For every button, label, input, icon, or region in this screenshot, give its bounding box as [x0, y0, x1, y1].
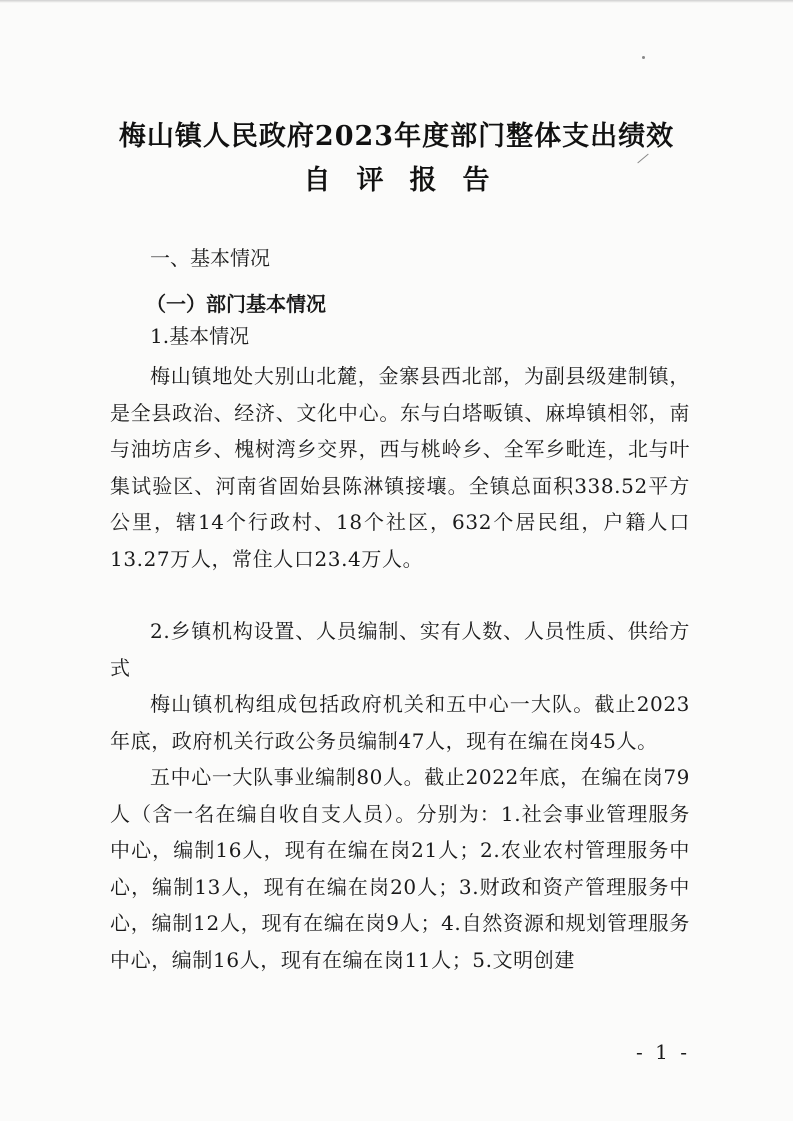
page-number: - 1 -	[636, 1040, 690, 1064]
scan-edge	[0, 0, 793, 3]
scan-speck	[642, 56, 645, 59]
item-heading-basic-info: 1.基本情况	[150, 324, 250, 348]
paragraph-overview: 梅山镇地处大别山北麓，金寨县西北部，为副县级建制镇，是全县政治、经济、文化中心。东与白塔畈镇、麻埠镇相邻，南与油坊店乡、槐树湾乡交界，西与桃岭乡、全军乡毗连，北与叶集试验区、河南省固始县陈淋镇接壤。全镇总面积338.52平方公里，辖14个行政村、18个社区，632个居民组，户籍人口13.27万人，常住人口23.4万人。	[110, 364, 690, 571]
paragraph-centers-staffing: 五中心一大队事业编制80人。截止2022年底，在编在岗79人（含一名在编自收自支人员）。分别为：1.社会事业管理服务中心，编制16人，现有在编在岗21人；2.农业农村管理服务中心，编制13人，现有在编在岗20人；3.财政和资产管理服务中心，编制12人，现有在编在岗9人；4.自然资源和规划管理服务中心，编制16人，现有在编在岗11人；5.文明创建	[110, 765, 690, 972]
document-title-line-2: 自评报告	[303, 165, 516, 196]
paragraph-gov-staffing: 梅山镇机构组成包括政府机关和五中心一大队。截止2023年底，政府机关行政公务员编制47人，现有在编在岗45人。	[110, 692, 690, 753]
document-title-line-1: 梅山镇人民政府2023年度部门整体支出绩效	[118, 121, 675, 152]
subsection-heading-dept-info: （一）部门基本情况	[146, 292, 326, 316]
paragraph-org-heading: 2.乡镇机构设置、人员编制、实有人数、人员性质、供给方式	[110, 619, 690, 680]
section-heading-basic-info: 一、基本情况	[150, 246, 270, 270]
